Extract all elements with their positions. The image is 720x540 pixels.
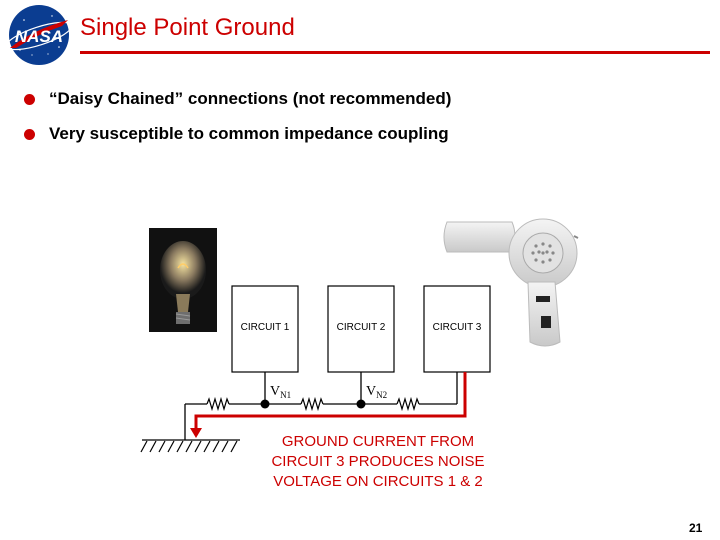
resistor-symbol xyxy=(207,399,229,409)
page-title: Single Point Ground xyxy=(80,14,295,41)
resistor-symbol xyxy=(397,399,419,409)
bullet-text: Very susceptible to common impedance coupling xyxy=(49,124,449,143)
resistor-symbol xyxy=(301,399,323,409)
circuit-label: CIRCUIT 2 xyxy=(336,322,386,333)
diagram-caption: GROUND CURRENT FROM CIRCUIT 3 PRODUCES NOISE VOLTAGE ON CIRCUITS 1 & 2 xyxy=(271,433,485,490)
circuit-label: CIRCUIT 1 xyxy=(240,322,290,333)
bullet-text: “Daisy Chained” connections (not recommended) xyxy=(49,89,452,108)
node-dot xyxy=(261,400,270,409)
ground-current-arrow xyxy=(190,372,465,438)
light-bulb-photo xyxy=(149,228,217,332)
node-dot xyxy=(357,400,366,409)
ground-symbol xyxy=(141,441,237,452)
node-label: VN2 xyxy=(366,384,388,400)
svg-text:NASA: NASA xyxy=(14,27,64,46)
circuit-label: CIRCUIT 3 xyxy=(432,322,482,333)
page-number: 21 xyxy=(689,521,703,535)
ground-wiring xyxy=(142,372,457,440)
node-label: VN1 xyxy=(270,384,292,400)
